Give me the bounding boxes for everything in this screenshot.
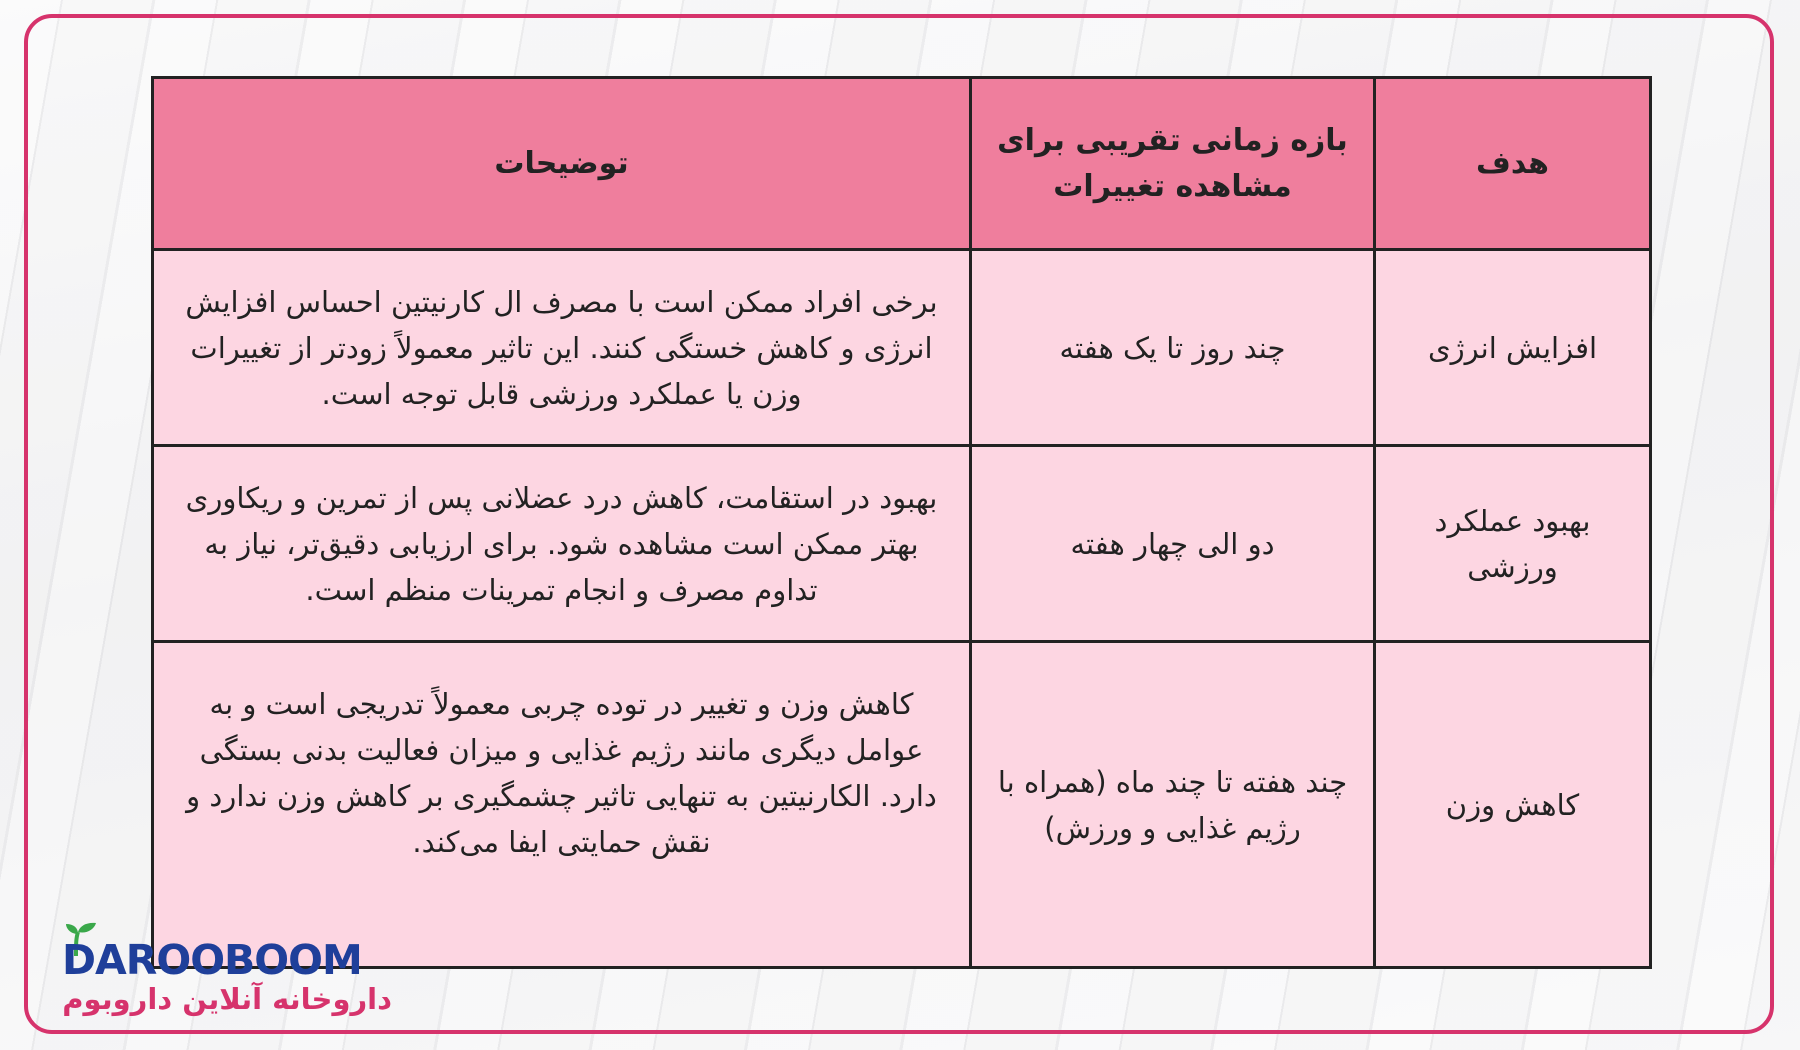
brand-tagline: داروخانه آنلاین داروبوم xyxy=(62,982,392,1016)
header-timeframe: بازه زمانی تقریبی برای مشاهده تغییرات xyxy=(971,78,1375,250)
cell-description: کاهش وزن و تغییر در توده چربی معمولاً تدریجی است و به عوامل دیگری مانند رژیم غذایی و میزان فعالیت بدنی بستگی دارد. الکارنیتین به تنهایی تاثیر چشمگیری بر کاهش وزن ندارد و نقش حمایتی ایفا می‌کند. xyxy=(153,642,971,968)
cell-goal: افزایش انرژی xyxy=(1375,250,1651,446)
cell-description: برخی افراد ممکن است با مصرف ال کارنیتین احساس افزایش انرژی و کاهش خستگی کنند. این تاثیر معمولاً زودتر از تغییرات وزن یا عملکرد ورزشی قابل توجه است. xyxy=(153,250,971,446)
brand-name: DAROOBOOM xyxy=(62,936,362,984)
cell-timeframe: چند روز تا یک هفته xyxy=(971,250,1375,446)
cell-description: بهبود در استقامت، کاهش درد عضلانی پس از تمرین و ریکاوری بهتر ممکن است مشاهده شود. برای ارزیابی دقیق‌تر، نیاز به تداوم مصرف و انجام تمرینات منظم است. xyxy=(153,446,971,642)
table-row xyxy=(153,642,1651,968)
header-goal: هدف xyxy=(1375,78,1651,250)
cell-timeframe: دو الی چهار هفته xyxy=(971,446,1375,642)
cell-goal: کاهش وزن xyxy=(1375,642,1651,968)
comparison-table xyxy=(151,76,1649,928)
header-description: توضیحات xyxy=(153,78,971,250)
table-row xyxy=(153,446,1651,642)
brand-logo xyxy=(62,922,402,1022)
table-row xyxy=(153,250,1651,446)
results-table xyxy=(151,76,1652,969)
cell-goal: بهبود عملکرد ورزشی xyxy=(1375,446,1651,642)
table-header-row xyxy=(153,78,1651,250)
cell-timeframe: چند هفته تا چند ماه (همراه با رژیم غذایی و ورزش) xyxy=(971,642,1375,968)
